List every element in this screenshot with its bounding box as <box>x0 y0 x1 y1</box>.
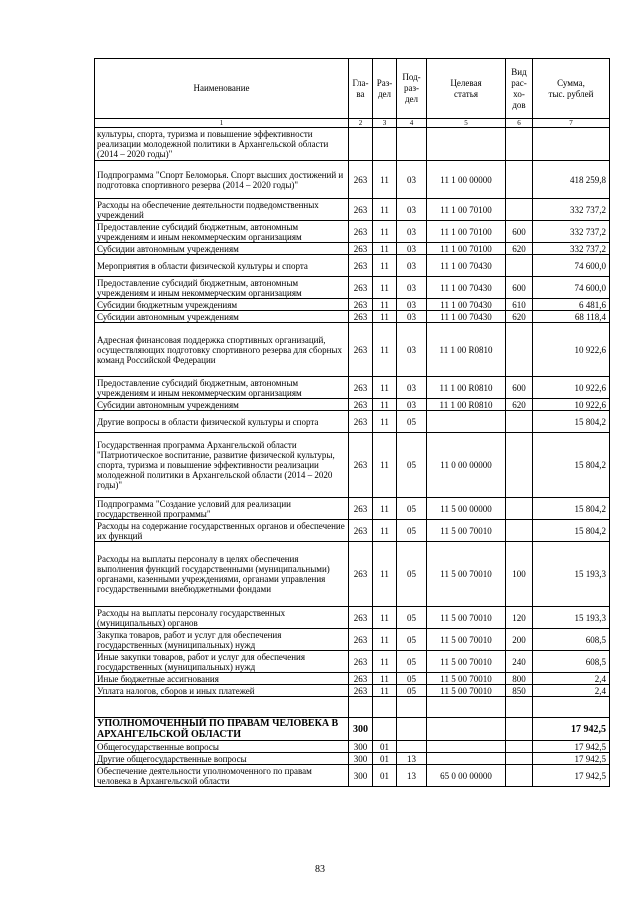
column-number: 5 <box>427 119 506 128</box>
cell-vid <box>506 765 533 787</box>
cell-vid <box>506 128 533 161</box>
cell-target: 11 5 00 70010 <box>427 542 506 607</box>
header-razdel: Раз- дел <box>373 59 397 119</box>
cell-vid: 620 <box>506 311 533 323</box>
table-row <box>95 629 610 651</box>
cell-name: УПОЛНОМОЧЕННЫЙ ПО ПРАВАМ ЧЕЛОВЕКА В АРХАНГЕЛЬСКОЙ ОБЛАСТИ <box>95 718 349 741</box>
cell-podrazdel: 13 <box>397 753 427 765</box>
column-number: 6 <box>506 119 533 128</box>
table-row <box>95 277 610 299</box>
cell-name: Субсидии бюджетным учреждениям <box>95 299 349 311</box>
cell-podrazdel: 03 <box>397 311 427 323</box>
cell-sum: 15 193,3 <box>533 607 610 629</box>
cell-glava: 263 <box>349 433 373 498</box>
cell-sum: 10 922,6 <box>533 399 610 411</box>
cell-target: 11 1 00 70430 <box>427 311 506 323</box>
cell-name: Мероприятия в области физической культуры и спорта <box>95 255 349 277</box>
cell-sum: 10 922,6 <box>533 323 610 377</box>
cell-podrazdel: 03 <box>397 399 427 411</box>
cell-name: Другие общегосударственные вопросы <box>95 753 349 765</box>
cell-name: Другие вопросы в области физической культуры и спорта <box>95 411 349 433</box>
cell-razdel: 11 <box>373 311 397 323</box>
cell-sum: 332 737,2 <box>533 199 610 221</box>
cell-glava: 263 <box>349 377 373 399</box>
cell-glava: 300 <box>349 765 373 787</box>
cell-target: 11 5 00 70010 <box>427 673 506 685</box>
cell-razdel: 11 <box>373 255 397 277</box>
cell-target: 11 5 00 70010 <box>427 685 506 697</box>
cell-glava: 263 <box>349 277 373 299</box>
cell-razdel: 11 <box>373 433 397 498</box>
table-row <box>95 685 610 697</box>
table-row <box>95 221 610 243</box>
cell-sum <box>533 697 610 718</box>
cell-sum: 2,4 <box>533 673 610 685</box>
cell-podrazdel: 13 <box>397 765 427 787</box>
cell-name: Общегосударственные вопросы <box>95 741 349 753</box>
cell-sum: 68 118,4 <box>533 311 610 323</box>
cell-target: 11 5 00 70010 <box>427 520 506 542</box>
cell-glava: 263 <box>349 161 373 199</box>
cell-razdel <box>373 697 397 718</box>
table-row <box>95 498 610 520</box>
column-number: 2 <box>349 119 373 128</box>
cell-vid: 240 <box>506 651 533 673</box>
column-number: 4 <box>397 119 427 128</box>
cell-glava: 263 <box>349 299 373 311</box>
cell-glava: 263 <box>349 520 373 542</box>
cell-vid <box>506 741 533 753</box>
cell-podrazdel: 03 <box>397 299 427 311</box>
header-target: Целевая статья <box>427 59 506 119</box>
cell-razdel: 11 <box>373 199 397 221</box>
cell-podrazdel: 05 <box>397 629 427 651</box>
cell-vid: 600 <box>506 377 533 399</box>
cell-razdel: 11 <box>373 542 397 607</box>
cell-target: 11 1 00 70430 <box>427 255 506 277</box>
cell-podrazdel: 03 <box>397 243 427 255</box>
table-row <box>95 399 610 411</box>
cell-vid <box>506 498 533 520</box>
table-row <box>95 311 610 323</box>
cell-sum <box>533 128 610 161</box>
cell-podrazdel: 03 <box>397 255 427 277</box>
table-row <box>95 673 610 685</box>
cell-razdel: 11 <box>373 399 397 411</box>
cell-vid <box>506 753 533 765</box>
cell-glava: 263 <box>349 629 373 651</box>
header-glava: Гла- ва <box>349 59 373 119</box>
cell-glava: 300 <box>349 741 373 753</box>
cell-glava: 263 <box>349 199 373 221</box>
cell-vid: 600 <box>506 221 533 243</box>
cell-glava: 263 <box>349 542 373 607</box>
cell-glava: 263 <box>349 607 373 629</box>
cell-glava: 263 <box>349 323 373 377</box>
cell-podrazdel: 03 <box>397 199 427 221</box>
cell-target: 11 5 00 70010 <box>427 607 506 629</box>
cell-vid <box>506 718 533 741</box>
cell-podrazdel: 05 <box>397 607 427 629</box>
cell-target: 11 5 00 00000 <box>427 498 506 520</box>
cell-name: Предоставление субсидий бюджетным, автономным учреждениям и иным некоммерческим организациям <box>95 221 349 243</box>
cell-target: 11 1 00 R0810 <box>427 399 506 411</box>
cell-target: 11 1 00 70430 <box>427 277 506 299</box>
cell-podrazdel <box>397 741 427 753</box>
cell-target <box>427 718 506 741</box>
cell-target: 11 1 00 00000 <box>427 161 506 199</box>
cell-name: Расходы на выплаты персоналу государственных (муниципальных) органов <box>95 607 349 629</box>
cell-podrazdel: 03 <box>397 377 427 399</box>
table-row <box>95 161 610 199</box>
cell-sum: 332 737,2 <box>533 221 610 243</box>
cell-vid <box>506 520 533 542</box>
cell-target <box>427 411 506 433</box>
cell-razdel: 11 <box>373 651 397 673</box>
cell-sum: 6 481,6 <box>533 299 610 311</box>
cell-podrazdel: 03 <box>397 221 427 243</box>
table-row <box>95 255 610 277</box>
table-header-row <box>95 59 610 119</box>
cell-glava: 263 <box>349 255 373 277</box>
cell-name: Расходы на обеспечение деятельности подведомственных учреждений <box>95 199 349 221</box>
cell-glava: 263 <box>349 498 373 520</box>
column-number-row <box>95 119 610 128</box>
cell-podrazdel: 05 <box>397 542 427 607</box>
cell-podrazdel: 05 <box>397 411 427 433</box>
cell-razdel: 11 <box>373 277 397 299</box>
cell-name: Иные бюджетные ассигнования <box>95 673 349 685</box>
cell-vid: 100 <box>506 542 533 607</box>
cell-razdel: 11 <box>373 323 397 377</box>
cell-razdel: 11 <box>373 161 397 199</box>
cell-razdel: 11 <box>373 520 397 542</box>
table-row <box>95 199 610 221</box>
cell-target: 11 1 00 R0810 <box>427 377 506 399</box>
cell-vid <box>506 255 533 277</box>
cell-vid: 800 <box>506 673 533 685</box>
cell-razdel: 11 <box>373 299 397 311</box>
table-row <box>95 323 610 377</box>
cell-razdel: 11 <box>373 498 397 520</box>
table-row <box>95 128 610 161</box>
header-vid: Вид рас- хо- дов <box>506 59 533 119</box>
cell-podrazdel <box>397 128 427 161</box>
cell-sum: 10 922,6 <box>533 377 610 399</box>
cell-razdel: 01 <box>373 753 397 765</box>
cell-sum: 332 737,2 <box>533 243 610 255</box>
table-row <box>95 411 610 433</box>
cell-vid: 120 <box>506 607 533 629</box>
cell-vid <box>506 199 533 221</box>
cell-glava: 263 <box>349 685 373 697</box>
cell-vid: 610 <box>506 299 533 311</box>
cell-target: 11 5 00 70010 <box>427 651 506 673</box>
page-number: 83 <box>315 864 325 875</box>
column-number: 3 <box>373 119 397 128</box>
budget-table <box>94 58 610 787</box>
cell-name: Обеспечение деятельности уполномоченного по правам человека в Архангельской области <box>95 765 349 787</box>
table-row <box>95 651 610 673</box>
cell-podrazdel: 03 <box>397 323 427 377</box>
cell-name: Предоставление субсидий бюджетным, автономным учреждениям и иным некоммерческим организациям <box>95 277 349 299</box>
cell-target: 11 0 00 00000 <box>427 433 506 498</box>
cell-sum: 15 804,2 <box>533 498 610 520</box>
cell-podrazdel: 05 <box>397 673 427 685</box>
cell-razdel: 11 <box>373 629 397 651</box>
cell-sum: 418 259,8 <box>533 161 610 199</box>
table-row <box>95 299 610 311</box>
cell-vid: 850 <box>506 685 533 697</box>
table-row <box>95 520 610 542</box>
table-row <box>95 697 610 718</box>
cell-glava <box>349 697 373 718</box>
cell-name: Уплата налогов, сборов и иных платежей <box>95 685 349 697</box>
cell-razdel <box>373 718 397 741</box>
table-row <box>95 753 610 765</box>
cell-glava: 263 <box>349 399 373 411</box>
cell-vid <box>506 161 533 199</box>
table-row <box>95 741 610 753</box>
cell-sum: 17 942,5 <box>533 765 610 787</box>
cell-sum: 15 804,2 <box>533 520 610 542</box>
cell-razdel: 01 <box>373 765 397 787</box>
cell-vid: 200 <box>506 629 533 651</box>
cell-target: 11 1 00 70100 <box>427 221 506 243</box>
cell-name: Закупка товаров, работ и услуг для обеспечения государственных (муниципальных) нужд <box>95 629 349 651</box>
column-number: 1 <box>95 119 349 128</box>
cell-glava: 263 <box>349 411 373 433</box>
cell-name: Государственная программа Архангельской области "Патриотическое воспитание, развитие физической культуры, спорта, туризма и повышение эффективности реализации молодежной политики в Архангельской области (2014 – 2020 годы)" <box>95 433 349 498</box>
cell-name: культуры, спорта, туризма и повышение эффективности реализации молодежной политики в Архангельской области (2014 – 2020 годы)" <box>95 128 349 161</box>
cell-razdel: 11 <box>373 377 397 399</box>
cell-podrazdel: 03 <box>397 161 427 199</box>
cell-sum: 608,5 <box>533 629 610 651</box>
cell-name: Субсидии автономным учреждениям <box>95 243 349 255</box>
cell-vid: 620 <box>506 399 533 411</box>
cell-target: 11 1 00 70100 <box>427 199 506 221</box>
cell-sum: 2,4 <box>533 685 610 697</box>
table-row <box>95 243 610 255</box>
table-row <box>95 765 610 787</box>
cell-vid <box>506 411 533 433</box>
cell-target <box>427 697 506 718</box>
table-row <box>95 377 610 399</box>
cell-vid <box>506 433 533 498</box>
cell-glava: 263 <box>349 651 373 673</box>
cell-target: 11 1 00 R0810 <box>427 323 506 377</box>
cell-glava: 263 <box>349 243 373 255</box>
cell-vid <box>506 697 533 718</box>
cell-sum: 74 600,0 <box>533 255 610 277</box>
table-row <box>95 433 610 498</box>
cell-razdel: 11 <box>373 673 397 685</box>
cell-name: Адресная финансовая поддержка спортивных организаций, осуществляющих подготовку спортивного резерва для сборных команд Российской Федерации <box>95 323 349 377</box>
cell-target <box>427 741 506 753</box>
cell-razdel: 11 <box>373 685 397 697</box>
cell-glava: 263 <box>349 673 373 685</box>
cell-razdel: 11 <box>373 221 397 243</box>
cell-podrazdel <box>397 718 427 741</box>
cell-glava <box>349 128 373 161</box>
header-name: Наименование <box>95 59 349 119</box>
cell-name: Субсидии автономным учреждениям <box>95 311 349 323</box>
cell-podrazdel: 03 <box>397 277 427 299</box>
cell-name: Подпрограмма "Создание условий для реализации государственной программы" <box>95 498 349 520</box>
cell-vid: 620 <box>506 243 533 255</box>
cell-target: 11 1 00 70100 <box>427 243 506 255</box>
cell-razdel: 11 <box>373 607 397 629</box>
cell-name: Предоставление субсидий бюджетным, автономным учреждениям и иным некоммерческим организациям <box>95 377 349 399</box>
cell-razdel <box>373 128 397 161</box>
cell-name: Расходы на выплаты персоналу в целях обеспечения выполнения функций государственными (муниципальными) органами, казенными учреждениями, органами управления государственными внебюджетными фондами <box>95 542 349 607</box>
cell-name <box>95 697 349 718</box>
cell-razdel: 11 <box>373 411 397 433</box>
column-number: 7 <box>533 119 610 128</box>
cell-sum: 15 193,3 <box>533 542 610 607</box>
cell-name: Расходы на содержание государственных органов и обеспечение их функций <box>95 520 349 542</box>
cell-glava: 300 <box>349 753 373 765</box>
cell-razdel: 01 <box>373 741 397 753</box>
cell-sum: 74 600,0 <box>533 277 610 299</box>
table-body <box>95 128 610 787</box>
cell-target <box>427 753 506 765</box>
cell-glava: 263 <box>349 221 373 243</box>
header-podrazdel: Под- раз- дел <box>397 59 427 119</box>
cell-vid: 600 <box>506 277 533 299</box>
cell-glava: 300 <box>349 718 373 741</box>
cell-target: 65 0 00 00000 <box>427 765 506 787</box>
table-row <box>95 718 610 741</box>
header-sum: Сумма, тыс. рублей <box>533 59 610 119</box>
table-row <box>95 542 610 607</box>
cell-razdel: 11 <box>373 243 397 255</box>
cell-sum: 17 942,5 <box>533 741 610 753</box>
cell-podrazdel: 05 <box>397 520 427 542</box>
cell-podrazdel: 05 <box>397 651 427 673</box>
cell-name: Подпрограмма "Спорт Беломорья. Спорт высших достижений и подготовка спортивного резерва (2014 – 2020 годы)" <box>95 161 349 199</box>
cell-name: Иные закупки товаров, работ и услуг для обеспечения государственных (муниципальных) нужд <box>95 651 349 673</box>
cell-sum: 608,5 <box>533 651 610 673</box>
cell-glava: 263 <box>349 311 373 323</box>
cell-sum: 15 804,2 <box>533 411 610 433</box>
cell-target: 11 5 00 70010 <box>427 629 506 651</box>
cell-vid <box>506 323 533 377</box>
cell-podrazdel: 05 <box>397 498 427 520</box>
cell-sum: 17 942,5 <box>533 718 610 741</box>
cell-sum: 17 942,5 <box>533 753 610 765</box>
cell-target <box>427 128 506 161</box>
cell-name: Субсидии автономным учреждениям <box>95 399 349 411</box>
cell-podrazdel: 05 <box>397 685 427 697</box>
cell-podrazdel: 05 <box>397 433 427 498</box>
table-row <box>95 607 610 629</box>
cell-sum: 15 804,2 <box>533 433 610 498</box>
cell-target: 11 1 00 70430 <box>427 299 506 311</box>
cell-podrazdel <box>397 697 427 718</box>
